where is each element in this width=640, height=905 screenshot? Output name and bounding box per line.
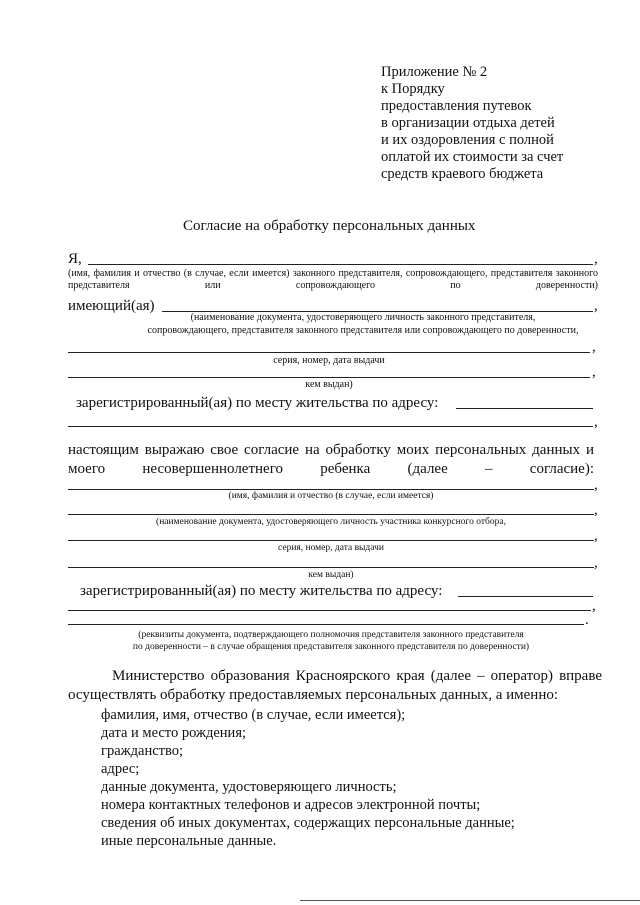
appendix-line: Приложение № 2 bbox=[381, 64, 488, 80]
appendix-line: в организации отдыха детей bbox=[381, 115, 555, 131]
list-item: данные документа, удостоверяющего личность; bbox=[101, 779, 397, 795]
appendix-line: и их оздоровления с полной bbox=[381, 132, 554, 148]
appendix-line: оплатой их стоимости за счет bbox=[381, 149, 564, 165]
child-issued-input-line[interactable] bbox=[68, 567, 594, 568]
appendix-line: предоставления путевок bbox=[381, 98, 532, 114]
address-input-line[interactable] bbox=[456, 408, 593, 409]
ya-comma: , bbox=[594, 251, 598, 267]
hint-child-series: серия, номер, дата выдачи bbox=[278, 543, 384, 553]
representative-doc-input-line[interactable] bbox=[68, 624, 584, 625]
address-input-line-2[interactable] bbox=[68, 426, 593, 427]
child-fio-input-line[interactable] bbox=[68, 489, 594, 490]
ya-label: Я, bbox=[68, 251, 82, 267]
list-item: сведения об иных документах, содержащих персональные данные; bbox=[101, 815, 515, 831]
comma: , bbox=[594, 502, 598, 518]
hint-doc-2: сопровождающего, представителя законного представителя или сопровождающего по доверенности, bbox=[147, 325, 579, 336]
hint-doc-1: (наименование документа, удостоверяющего личность законного представителя, bbox=[190, 312, 536, 323]
bottom-edge-rule bbox=[300, 900, 640, 901]
operator-text bbox=[68, 667, 602, 705]
comma: , bbox=[592, 364, 596, 380]
registered-label: зарегистрированный(ая) по месту жительства по адресу: bbox=[76, 395, 439, 411]
comma: , bbox=[592, 598, 596, 614]
list-item: адрес; bbox=[101, 761, 140, 777]
having-label: имеющий(ая) bbox=[68, 298, 155, 314]
list-item: иные персональные данные. bbox=[101, 833, 277, 849]
list-item: гражданство; bbox=[101, 743, 184, 759]
document-title: Согласие на обработку персональных данных bbox=[183, 218, 476, 234]
hint-child-doc: (наименование документа, удостоверяющего личность участника конкурсного отбора, bbox=[156, 517, 506, 527]
comma: , bbox=[594, 414, 598, 430]
child-series-input-line[interactable] bbox=[68, 540, 594, 541]
data-items-list bbox=[101, 706, 515, 850]
period: . bbox=[585, 612, 589, 628]
hint-series: серия, номер, дата выдачи bbox=[273, 355, 385, 366]
child-doc-input-line[interactable] bbox=[68, 514, 594, 515]
operator-text-content: Министерство образования Красноярского края (далее – оператор) вправе осуществлять обработку предоставляемых персональных данных, а именно: bbox=[68, 668, 602, 703]
list-item: фамилия, имя, отчество (в случае, если имеется); bbox=[101, 707, 406, 723]
hint-rep-2: по доверенности – в случае обращения представителя законного представителя по доверенности) bbox=[132, 642, 530, 652]
fio-input-line[interactable] bbox=[88, 264, 593, 265]
having-comma: , bbox=[594, 298, 598, 314]
hint-child-issued: кем выдан) bbox=[308, 570, 354, 580]
hint-rep-1: (реквизиты документа, подтверждающего полномочия представителя законного представителя bbox=[138, 630, 524, 640]
comma: , bbox=[594, 528, 598, 544]
hint-child-fio: (имя, фамилия и отчество (в случае, если имеется) bbox=[228, 491, 434, 501]
appendix-header bbox=[381, 64, 563, 183]
hint-fio: (имя, фамилия и отчество (в случае, если имеется) законного представителя, сопровождающего, представителя законного представителя или сопровождающего по доверенности) bbox=[68, 268, 598, 291]
doc-input-line-2[interactable] bbox=[68, 352, 590, 353]
list-item: номера контактных телефонов и адресов электронной почты; bbox=[101, 797, 481, 813]
child-registered-label: зарегистрированный(ая) по месту жительства по адресу: bbox=[80, 583, 443, 599]
appendix-line: к Порядку bbox=[381, 81, 445, 97]
child-address-input-line-2[interactable] bbox=[68, 610, 591, 611]
list-item: дата и место рождения; bbox=[101, 725, 247, 741]
hint-issued: кем выдан) bbox=[305, 379, 353, 390]
appendix-line: средств краевого бюджета bbox=[381, 166, 544, 182]
issued-input-line[interactable] bbox=[68, 377, 590, 378]
child-address-input-line[interactable] bbox=[458, 596, 593, 597]
comma: , bbox=[594, 477, 598, 493]
comma: , bbox=[592, 339, 596, 355]
consent-text: настоящим выражаю свое согласие на обработку моих персональных данных и моего несовершеннолетнего ребенка (далее – согласие): bbox=[68, 442, 594, 477]
comma: , bbox=[594, 555, 598, 571]
